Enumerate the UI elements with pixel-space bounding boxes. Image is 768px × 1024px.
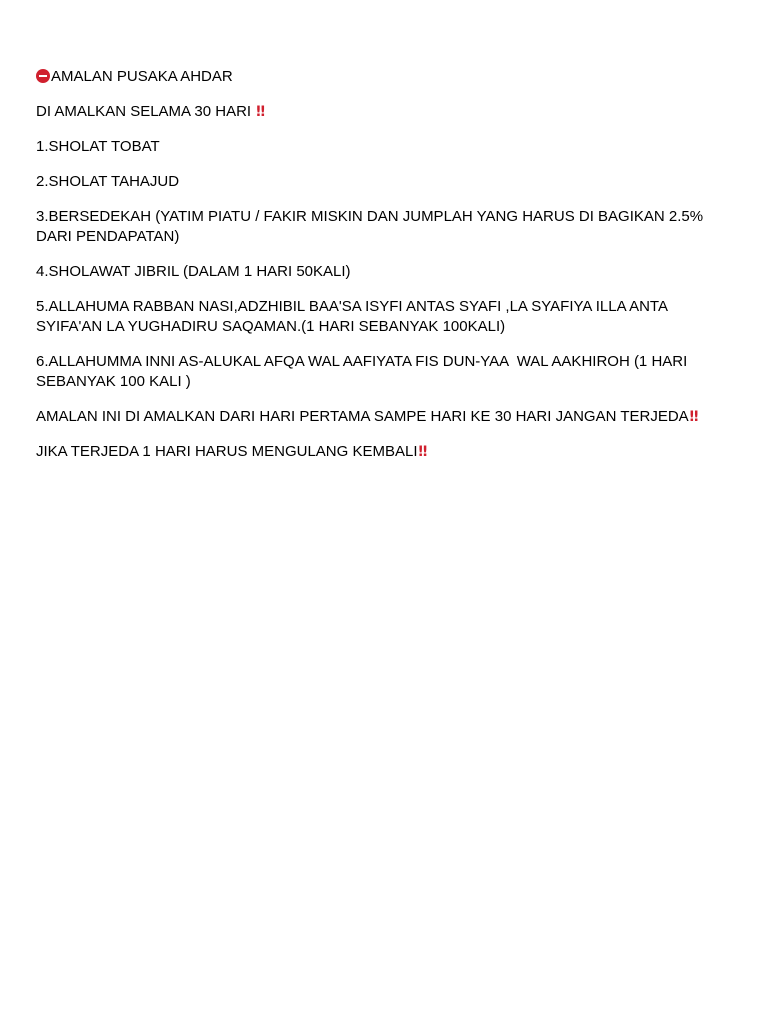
duration-line [36, 102, 736, 122]
document-title: AMALAN PUSAKA AHDAR [51, 68, 233, 85]
double-exclamation-icon: ‼ [418, 444, 427, 460]
repeat-warning-text: JIKA TERJEDA 1 HARI HARUS MENGULANG KEMBALI [36, 443, 418, 460]
document-title-line [36, 67, 736, 87]
list-item: 1.SHOLAT TOBAT [36, 138, 160, 155]
repeat-warning-line [36, 442, 736, 462]
list-item: 2.SHOLAT TAHAJUD [36, 173, 180, 190]
closing-warning-line [36, 407, 736, 427]
list-item: 3.BERSEDEKAH (YATIM PIATU / FAKIR MISKIN DAN JUMPLAH YANG HARUS DI BAGIKAN 2.5% DARI PENDAPATAN) [36, 208, 708, 245]
closing-warning-text: AMALAN INI DI AMALKAN DARI HARI PERTAMA SAMPE HARI KE 30 HARI JANGAN TERJEDA [36, 408, 689, 425]
list-item: 6.ALLAHUMMA INNI AS-ALUKAL AFQA WAL AAFIYATA FIS DUN-YAA WAL AAKHIROH (1 HARI SEBANYAK 100 KALI ) [36, 353, 692, 390]
double-exclamation-icon: ‼ [256, 104, 265, 120]
document-body [36, 67, 736, 477]
list-item: 5.ALLAHUMA RABBAN NASI,ADZHIBIL BAA'SA ISYFI ANTAS SYAFI ,LA SYAFIYA ILLA ANTA SYIFA'AN LA YUGHADIRU SAQAMAN.(1 HARI SEBANYAK 100KALI) [36, 298, 672, 335]
duration-text: DI AMALKAN SELAMA 30 HARI [36, 103, 256, 120]
double-exclamation-icon: ‼ [689, 409, 698, 425]
no-entry-icon [36, 69, 50, 83]
list-item: 4.SHOLAWAT JIBRIL (DALAM 1 HARI 50KALI) [36, 263, 351, 280]
